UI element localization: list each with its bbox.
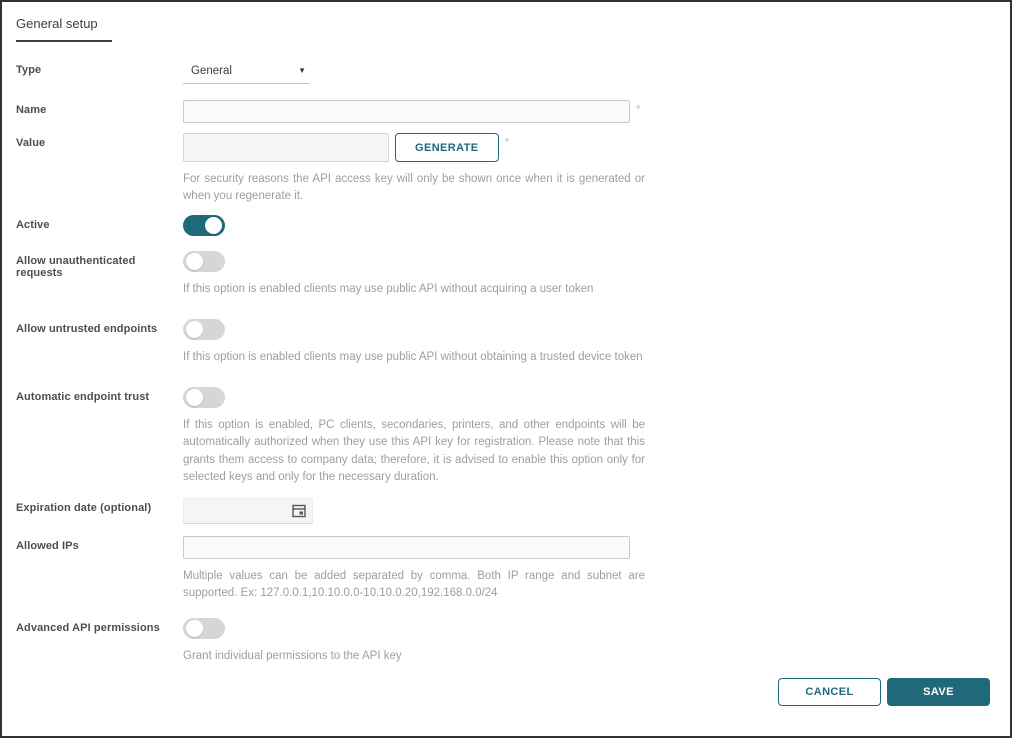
allowed-ips-input[interactable] — [183, 536, 630, 559]
advanced-permissions-row — [16, 617, 996, 665]
tabbar — [16, 14, 996, 42]
allow-untrusted-row — [16, 318, 996, 366]
expiration-date-input[interactable] — [183, 498, 313, 524]
active-label: Active — [16, 218, 50, 231]
allow-unauthenticated-toggle[interactable] — [183, 251, 225, 272]
name-input[interactable] — [183, 100, 630, 123]
value-input[interactable] — [183, 133, 389, 162]
chevron-down-icon: ▼ — [298, 65, 306, 75]
advanced-permissions-help-text: Grant individual permissions to the API key — [183, 649, 402, 662]
allow-unauthenticated-row — [16, 250, 996, 298]
allow-unauthenticated-help-text: If this option is enabled clients may use public API without acquiring a user token — [183, 282, 594, 295]
value-help-text: For security reasons the API access key will only be shown once when it is generated or when you regenerate it. — [183, 173, 645, 203]
allow-untrusted-label: Allow untrusted endpoints — [16, 322, 158, 335]
type-label: Type — [16, 64, 42, 76]
calendar-icon[interactable] — [292, 504, 306, 518]
required-marker: * — [636, 102, 641, 116]
type-selected-value: General — [191, 64, 232, 77]
automatic-trust-help-text: If this option is enabled, PC clients, secondaries, printers, and other endpoints will be automatically authorized when they use this API key for registration. Please note that this grants them access to company data; therefore, it is advised to enable this option only for selected keys and only for the necessary duration. — [183, 419, 645, 483]
active-row — [16, 214, 996, 236]
cancel-button[interactable]: CANCEL — [778, 678, 881, 706]
toggle-knob — [205, 217, 222, 234]
type-row — [16, 60, 996, 84]
footer-actions — [16, 678, 996, 706]
expiration-label: Expiration date (optional) — [16, 502, 152, 514]
allowed-ips-label: Allowed IPs — [16, 540, 79, 552]
allow-untrusted-help-text: If this option is enabled clients may use public API without obtaining a trusted device token — [183, 350, 643, 363]
allow-unauthenticated-label: Allow unauthenticated requests — [16, 254, 136, 279]
allowed-ips-row — [16, 536, 996, 603]
active-toggle[interactable] — [183, 215, 225, 236]
toggle-knob — [186, 253, 203, 270]
generate-button[interactable]: GENERATE — [395, 133, 499, 162]
automatic-trust-toggle[interactable] — [183, 387, 225, 408]
name-label: Name — [16, 104, 47, 116]
automatic-trust-row — [16, 386, 996, 486]
required-marker: * — [504, 135, 510, 149]
expiration-row — [16, 498, 996, 524]
advanced-permissions-toggle[interactable] — [183, 618, 225, 639]
toggle-knob — [186, 389, 203, 406]
name-row — [16, 100, 996, 123]
type-select[interactable] — [183, 60, 310, 84]
save-button[interactable]: SAVE — [887, 678, 990, 706]
toggle-knob — [186, 620, 203, 637]
automatic-trust-label: Automatic endpoint trust — [16, 391, 150, 403]
value-label: Value — [16, 137, 46, 149]
toggle-knob — [186, 321, 203, 338]
allow-untrusted-toggle[interactable] — [183, 319, 225, 340]
tab-general-setup[interactable]: General setup — [16, 14, 112, 42]
value-row — [16, 133, 996, 206]
allowed-ips-help-text: Multiple values can be added separated by comma. Both IP range and subnet are supported. Ex: 127.0.0.1,10.10.0.0-10.10.0.20,192.168.0.0/24 — [183, 570, 645, 600]
advanced-permissions-label: Advanced API permissions — [16, 621, 160, 634]
